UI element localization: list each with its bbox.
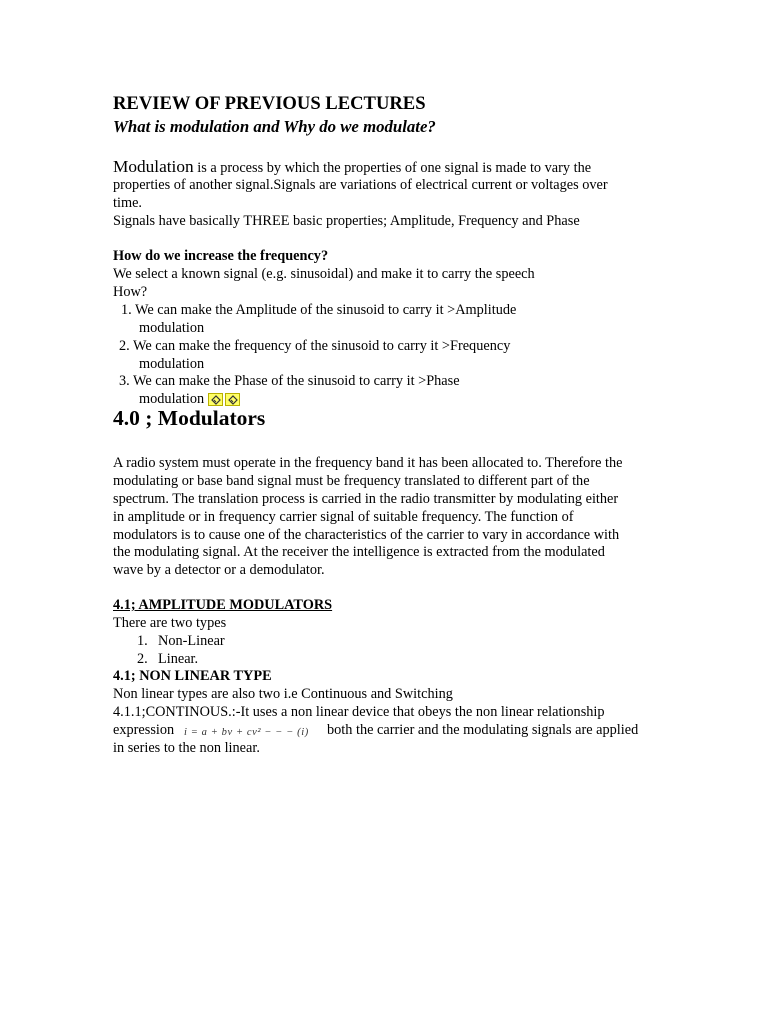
increase-line-1: We select a known signal (e.g. sinusoidal) and make it to carry the speech xyxy=(113,266,535,282)
nonlinear-expression-label: expression xyxy=(113,722,175,738)
nonlinear-line-2: 4.1.1;CONTINOUS.:-It uses a non linear device that obeys the non linear relationship xyxy=(113,704,605,720)
modulators-paragraph-line: in amplitude or in frequency carrier signal of suitable frequency. The function of xyxy=(113,509,574,525)
method-3-line-2-text: modulation xyxy=(139,391,205,407)
type-number: 2. xyxy=(137,651,148,667)
type-number: 1. xyxy=(137,633,148,649)
intro-line-3: time. xyxy=(113,195,142,211)
amplitude-types-intro: There are two types xyxy=(113,615,227,631)
nonlinear-line-1: Non linear types are also two i.e Continuous and Switching xyxy=(113,686,453,702)
type-label: Non-Linear xyxy=(158,633,225,649)
comment-note-icon[interactable] xyxy=(208,393,223,406)
intro-lead-word: Modulation xyxy=(113,157,194,176)
modulators-paragraph-line: spectrum. The translation process is carried in the radio transmitter by modulating either xyxy=(113,491,619,507)
amplitude-heading: 4.1; AMPLITUDE MODULATORS xyxy=(113,597,333,613)
increase-heading: How do we increase the frequency? xyxy=(113,248,329,264)
method-2-line-2: modulation xyxy=(139,356,205,372)
modulators-heading: 4.0 ; Modulators xyxy=(113,406,266,430)
type-label: Linear. xyxy=(158,651,199,667)
nonlinear-line-3: both the carrier and the modulating signals are applied xyxy=(327,722,639,738)
modulators-paragraph-line: A radio system must operate in the frequency band it has been allocated to. Therefore the xyxy=(113,455,623,471)
nonlinear-heading: 4.1; NON LINEAR TYPE xyxy=(113,668,272,684)
method-1-line-1: 1. We can make the Amplitude of the sinusoid to carry it >Amplitude xyxy=(121,302,517,318)
modulators-paragraph-line: modulating or base band signal must be frequency translated to different part of the xyxy=(113,473,590,489)
method-1-line-2: modulation xyxy=(139,320,205,336)
review-subtitle: What is modulation and Why do we modulate? xyxy=(113,117,436,136)
nonlinear-line-4: in series to the non linear. xyxy=(113,740,260,756)
modulators-paragraph-line: the modulating signal. At the receiver the intelligence is extracted from the modulated xyxy=(113,544,605,560)
modulators-paragraph-line: modulators is to cause one of the characteristics of the carrier to vary in accordance with xyxy=(113,527,620,543)
method-3-line-1: 3. We can make the Phase of the sinusoid to carry it >Phase xyxy=(119,373,460,389)
intro-line-1-rest: is a process by which the properties of one signal is made to vary the xyxy=(193,160,592,176)
increase-how: How? xyxy=(113,284,148,300)
review-title: REVIEW OF PREVIOUS LECTURES xyxy=(113,93,426,114)
nonlinear-formula: i = a + bv + cv² − − − (i) xyxy=(184,727,309,738)
intro-line-1 xyxy=(113,158,591,178)
intro-line-4: Signals have basically THREE basic properties; Amplitude, Frequency and Phase xyxy=(113,213,580,229)
modulators-paragraph-line: wave by a detector or a demodulator. xyxy=(113,562,325,578)
method-2-line-1: 2. We can make the frequency of the sinusoid to carry it >Frequency xyxy=(119,338,511,354)
intro-line-2: properties of another signal.Signals are variations of electrical current or voltages over xyxy=(113,177,608,193)
comment-note-icon[interactable] xyxy=(225,393,240,406)
